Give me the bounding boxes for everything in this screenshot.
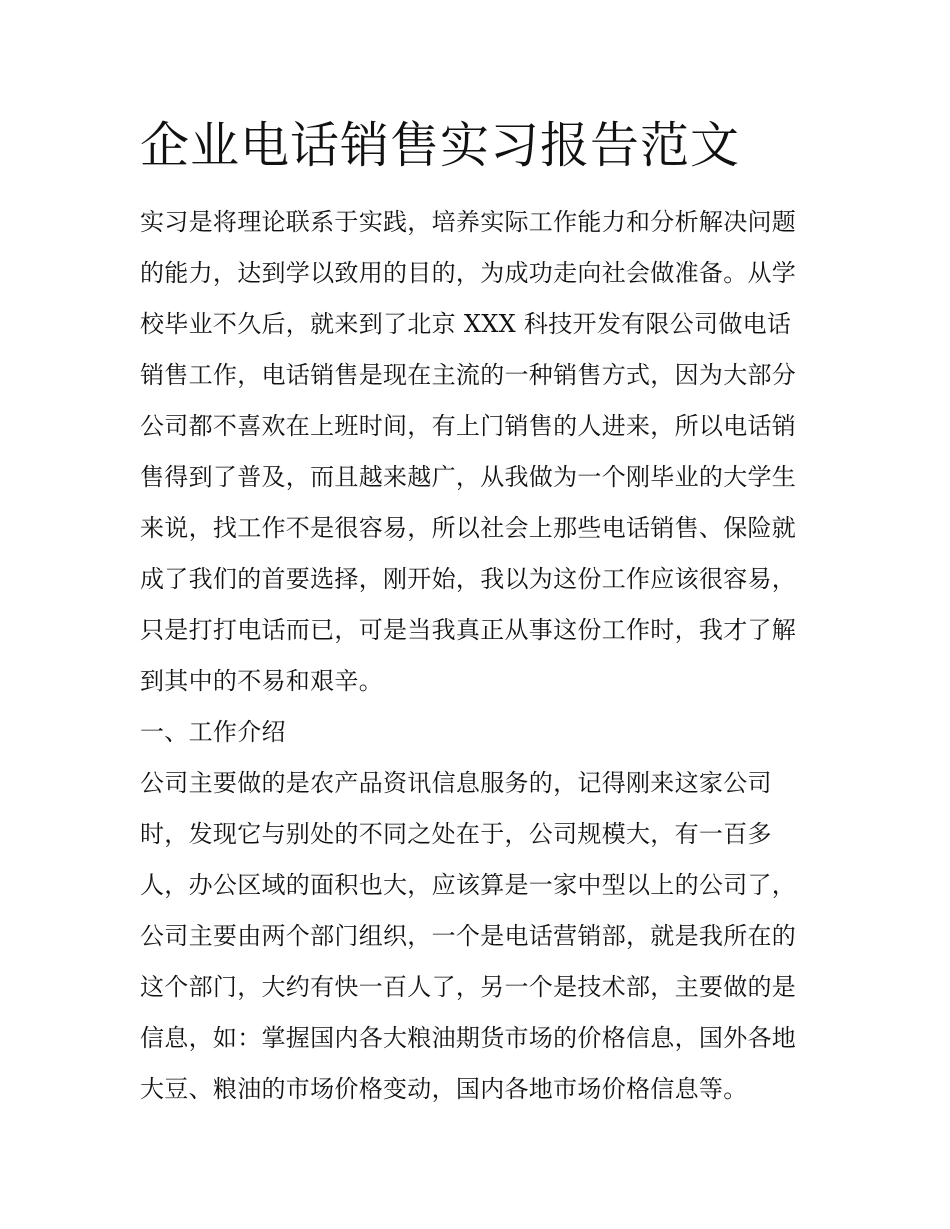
intro-line: 销售工作，电话销售是现在主流的一种销售方式，因为大部分 — [140, 361, 797, 389]
intro-line: 实习是将理论联系于实践，培养实际工作能力和分析解决问题 — [140, 208, 797, 236]
intro-line: 到其中的不易和艰辛。 — [140, 667, 383, 695]
intro-line: 的能力，达到学以致用的目的，为成功走向社会做准备。从学 — [140, 259, 797, 287]
section-line: 人，办公区域的面积也大，应该算是一家中型以上的公司了， — [140, 871, 797, 899]
document-body — [140, 197, 820, 1115]
section-line: 大豆、粮油的市场价格变动，国内各地市场价格信息等。 — [140, 1075, 748, 1103]
intro-line: 只是打打电话而已，可是当我真正从事这份工作时，我才了解 — [140, 616, 797, 644]
intro-line: 公司都不喜欢在上班时间，有上门销售的人进来，所以电话销 — [140, 412, 797, 440]
intro-line: 来说，找工作不是很容易，所以社会上那些电话销售、保险就 — [140, 514, 797, 542]
section-line: 这个部门，大约有快一百人了，另一个是技术部，主要做的是 — [140, 973, 797, 1001]
section-heading: 一、工作介绍 — [140, 718, 286, 746]
section-line: 信息，如：掌握国内各大粮油期货市场的价格信息，国外各地 — [140, 1024, 797, 1052]
intro-line: 售得到了普及，而且越来越广，从我做为一个刚毕业的大学生 — [140, 463, 797, 491]
section-line: 公司主要由两个部门组织，一个是电话营销部，就是我所在的 — [140, 922, 797, 950]
intro-line: 校毕业不久后，就来到了北京 XXX 科技开发有限公司做电话 — [140, 310, 792, 338]
document-title: 企业电话销售实习报告范文 — [140, 117, 741, 174]
section-line: 公司主要做的是农产品资讯信息服务的，记得刚来这家公司 — [140, 769, 772, 797]
section-line: 时，发现它与别处的不同之处在于，公司规模大，有一百多 — [140, 820, 772, 848]
intro-line: 成了我们的首要选择，刚开始，我以为这份工作应该很容易， — [140, 565, 797, 593]
